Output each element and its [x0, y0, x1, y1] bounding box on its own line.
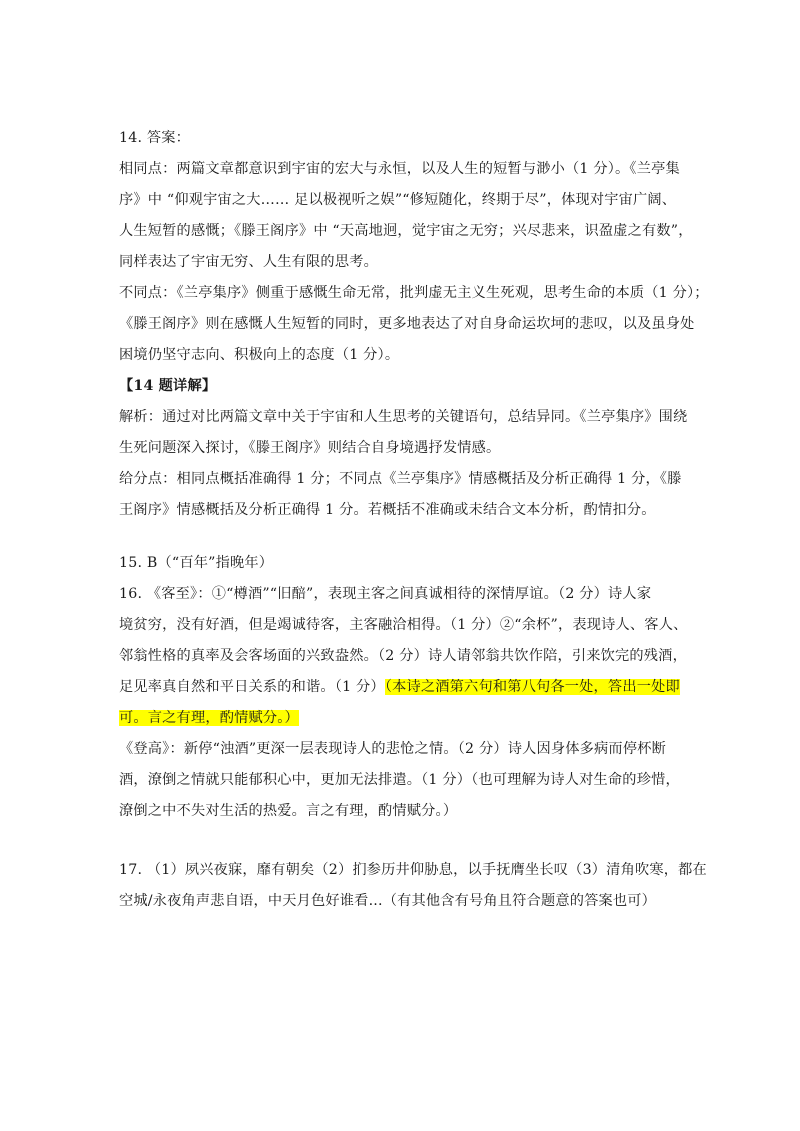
q14-detail-line-4: 王阁序》情感概括及分析正确得 1 分。若概括不准确或未结合文本分析，酌情扣分。 — [119, 502, 656, 518]
q16-line-2: 境贫穷，没有好酒，但是竭诚待客，主客融洽相得。（1 分）②“余杯”，表现诗人、客人、 — [119, 617, 688, 633]
q14-line-3: 人生短暂的感慨；《滕王阁序》中 “天高地迥，觉宇宙之无穷；兴尽悲来，识盈虚之有数”， — [119, 223, 693, 239]
q14-detail-line-3: 给分点：相同点概括准确得 1 分；不同点《兰亭集序》情感概括及分析正确得 1 分，《滕 — [119, 471, 682, 487]
answer-document — [119, 128, 709, 922]
q16-line-4-text: 足见率真自然和平日关系的和谐。（1 分） — [119, 679, 385, 695]
q14-detail-line-2: 生死问题深入探讨，《滕王阁序》则结合自身境遇抒发情感。 — [119, 440, 501, 456]
q14-line-7: 困境仍坚守志向、积极向上的态度（1 分）。 — [119, 347, 400, 363]
q14-line-2: 序》中 “仰观宇宙之大…… 足以极视听之娱”“修短随化，终期于尽”，体现对宇宙广阔、 — [119, 192, 677, 208]
q14-line-4: 同样表达了宇宙无穷、人生有限的思考。 — [119, 254, 378, 270]
q16-line-4 — [119, 677, 687, 697]
q16-highlight-2: 可。言之有理，酌情赋分。） — [119, 710, 299, 726]
q16-denggao-line-1: 《登高》：新停“浊酒”更深一层表现诗人的悲怆之情。（2 分）诗人因身体多病而停杯断 — [119, 741, 666, 757]
q16-line-5 — [119, 708, 687, 728]
q14-line-1: 相同点：两篇文章都意识到宇宙的宏大与永恒，以及人生的短暂与渺小（1 分）。《兰亭集 — [119, 161, 680, 177]
q14-line-5: 不同点：《兰亭集序》侧重于感慨生命无常，批判虚无主义生死观，思考生命的本质（1 分）； — [119, 285, 709, 301]
q17-line-1: 17. （1）夙兴夜寐，靡有朝矣（2）扪参历井仰胁息，以手抚膺坐长叹（3）清角吹寒，都在 — [119, 862, 707, 878]
q16-line-3: 邻翁性格的真率及会客场面的兴致盎然。（2 分）诗人请邻翁共饮作陪，引来饮完的残酒， — [119, 648, 687, 664]
q16-highlight-1: （本诗之酒第六句和第八句各一处，答出一处即 — [384, 679, 680, 695]
q15-answer: 15. B（“百年”指晚年） — [119, 555, 274, 571]
q14-detail-title: 【14 题详解】 — [119, 378, 217, 394]
q14-line-6: 《滕王阁序》则在感慨人生短暂的同时，更多地表达了对自身命运坎坷的悲叹，以及虽身处 — [119, 316, 695, 332]
q16-denggao-line-3: 潦倒之中不失对生活的热爱。言之有理，酌情赋分。） — [119, 803, 458, 819]
q14-detail-line-1: 解析：通过对比两篇文章中关于宇宙和人生思考的关键语句，总结异同。《兰亭集序》围绕 — [119, 409, 688, 425]
q17-line-2: 空城/永夜角声悲自语，中天月色好谁看...（有其他含有号角且符合题意的答案也可） — [119, 893, 657, 909]
q16-denggao-line-2: 酒，潦倒之情就只能郁积心中，更加无法排遣。（1 分）（也可理解为诗人对生命的珍惜， — [119, 772, 680, 788]
q14-title: 14. 答案： — [119, 130, 191, 146]
q16-line-1: 16. 《客至》：①“樽酒”“旧醅”，表现主客之间真诚相待的深情厚谊。（2 分）诗人家 — [119, 586, 652, 602]
